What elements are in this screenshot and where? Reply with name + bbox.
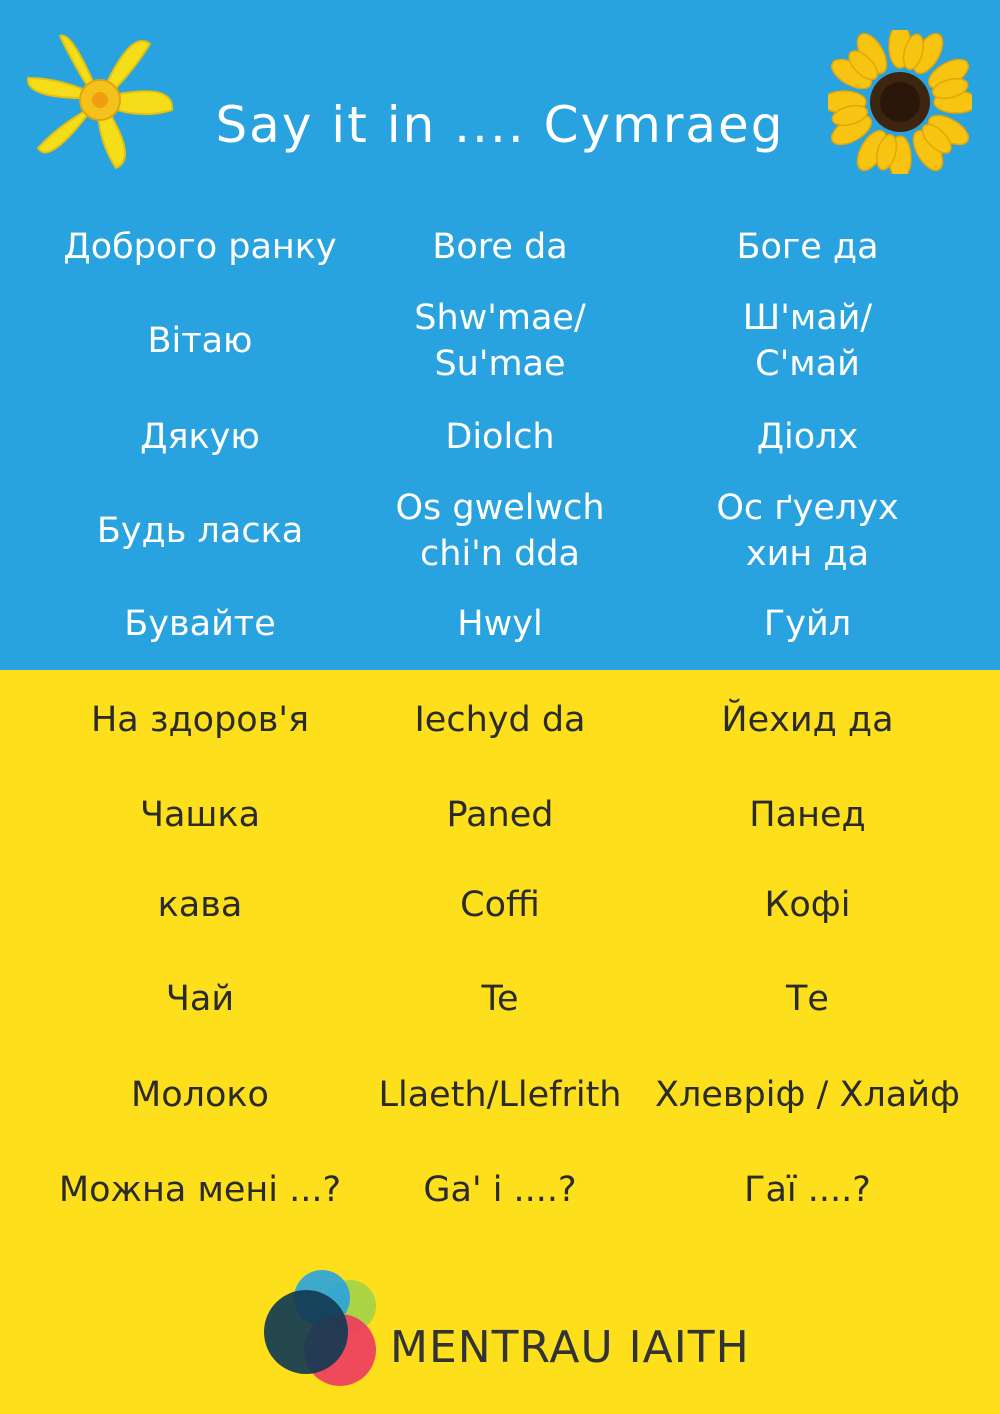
phrase-row <box>0 296 1000 386</box>
transliteration: Боге да <box>736 227 879 267</box>
daffodil-icon <box>20 28 180 173</box>
phrase-row <box>0 675 1000 765</box>
ukrainian-phrase: Чай <box>165 979 235 1019</box>
transliteration: Йехид да <box>721 700 894 740</box>
mentrau-iaith-logo-icon <box>258 1268 383 1388</box>
phrase-row <box>0 579 1000 669</box>
transliteration: Ш'май/ С'май <box>742 298 873 384</box>
ukrainian-phrase: Доброго ранку <box>63 227 337 267</box>
welsh-phrase: Iechyd da <box>414 700 586 740</box>
yellow-section <box>0 670 1000 1414</box>
phrase-row <box>0 860 1000 950</box>
transliteration: Кофі <box>764 885 851 925</box>
transliteration: Гуйл <box>763 604 852 644</box>
welsh-phrase: Llaeth/Llefrith <box>378 1075 622 1115</box>
welsh-phrase: Paned <box>446 795 554 835</box>
logo-text: MENTRAU IAITH <box>390 1322 750 1373</box>
welsh-phrase: Ga' i ....? <box>423 1170 577 1210</box>
welsh-phrase: Hwyl <box>457 604 543 644</box>
welsh-phrase: Bore da <box>432 227 568 267</box>
phrase-row <box>0 392 1000 482</box>
transliteration: Гаї ....? <box>744 1170 871 1210</box>
transliteration: Те <box>786 979 829 1019</box>
welsh-phrase: Diolch <box>445 417 555 457</box>
ukrainian-phrase: Чашка <box>139 795 261 835</box>
phrase-row <box>0 202 1000 292</box>
ukrainian-phrase: Будь ласка <box>96 511 304 551</box>
page-title: Say it in .... Cymraeg <box>215 96 785 154</box>
ukrainian-phrase: Можна мені ...? <box>58 1170 342 1210</box>
transliteration: Хлевріф / Хлайф <box>655 1075 960 1115</box>
sunflower-icon <box>828 30 972 174</box>
transliteration: Діолх <box>756 417 859 457</box>
phrase-row <box>0 954 1000 1044</box>
welsh-phrase: Coffi <box>460 885 540 925</box>
ukrainian-phrase: Вітаю <box>147 321 253 361</box>
phrase-row <box>0 1145 1000 1235</box>
ukrainian-phrase: Дякую <box>140 417 260 457</box>
ukrainian-phrase: Бувайте <box>124 604 276 644</box>
ukrainian-phrase: кава <box>157 885 243 925</box>
phrase-row <box>0 770 1000 860</box>
phrase-row <box>0 486 1000 576</box>
ukrainian-phrase: На здоров'я <box>90 700 310 740</box>
welsh-phrase: Os gwelwch chi'n dda <box>395 488 605 574</box>
ukrainian-phrase: Молоко <box>131 1075 269 1115</box>
transliteration: Панед <box>749 795 866 835</box>
welsh-phrase: Te <box>481 979 519 1019</box>
transliteration: Ос ґуелух хин да <box>716 488 899 574</box>
phrase-row <box>0 1050 1000 1140</box>
welsh-phrase: Shw'mae/ Su'mae <box>414 298 586 384</box>
